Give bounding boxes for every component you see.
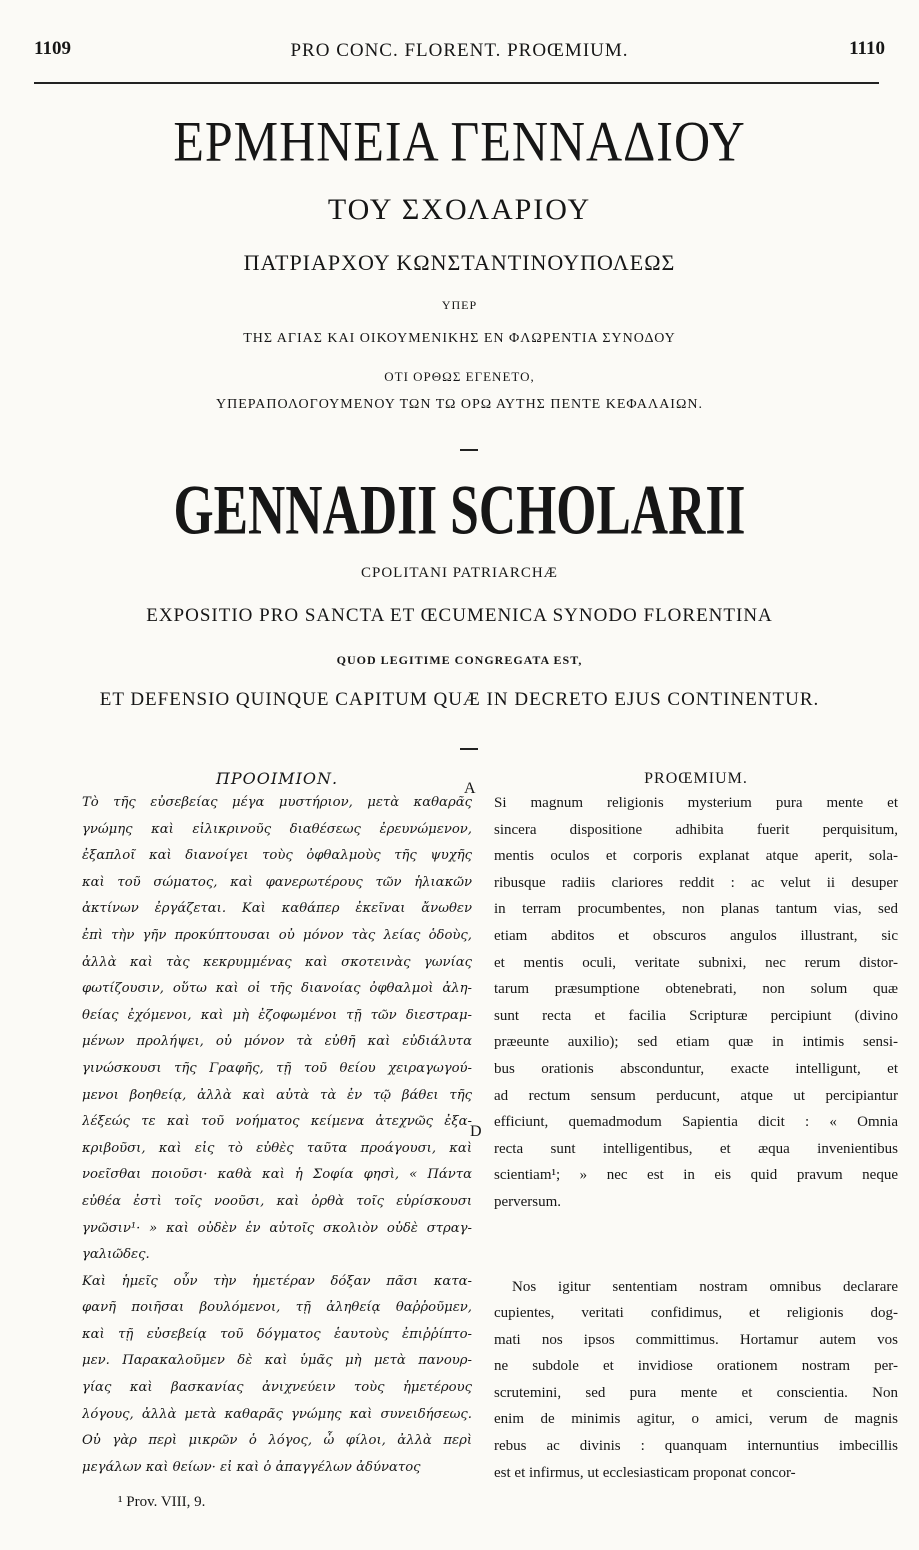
latin-text-line: perversum.: [494, 1193, 562, 1210]
latin-text-line: sunt recta et facilia Scripturæ percipiunt (divino: [494, 1007, 898, 1024]
greek-text-line: μένων προλήψει, οὐ μόνον τὰ εὐθῆ καὶ εὐδιάλυτα: [82, 1034, 472, 1050]
latin-text-line: scientiam¹; » nec est in eis quid pravum neque: [494, 1167, 898, 1184]
latin-text-line: bus orationis absconduntur, exacte intelligunt, et: [494, 1060, 898, 1077]
greek-paragraph-1: [82, 790, 472, 1269]
latin-paragraph-1: [494, 790, 898, 1216]
latin-paragraph-2: [494, 1274, 898, 1487]
greek-text-line: θείας ἐχόμενοι, καὶ μὴ ἐζοφωμένοι τῇ τῶν διεστραμ-: [82, 1007, 472, 1023]
latin-column: [494, 768, 898, 1486]
greek-text-line: γαλιῶδες.: [82, 1247, 150, 1263]
latin-heading: PROŒMIUM.: [644, 770, 748, 787]
latin-title-line3: EXPOSITIO PRO SANCTA ET ŒCUMENICA SYNODO FLORENTINA: [146, 605, 773, 626]
greek-text-line: ἐξαπλοῖ καὶ διανοίγει τοὺς ὀφθαλμοὺς τῆς ψυχῆς: [82, 848, 472, 864]
greek-text-line: φανῆ ποιῆσαι βουλόμενοι, τῇ ἀληθείᾳ θαῤῥοῦμεν,: [82, 1300, 472, 1316]
latin-text-line: Si magnum religionis mysterium pura mente et: [494, 795, 898, 811]
greek-title-line7: ΥΠΕΡΑΠΟΛΟΓΟΥΜΕΝΟΥ ΤΩΝ ΤΩ ΟΡΩ ΑΥΤΗΣ ΠΕΝΤΕ ΚΕΦΑΛΑΙΩΝ.: [216, 397, 703, 412]
greek-text-line: γνώμης καὶ εἰλικρινοῦς διαθέσεως ἐρευνώμενον,: [82, 821, 472, 837]
greek-text-line: κριβοῦσι, καὶ εἰς τὸ εὐθὲς ταῦτα προάγουσι, καὶ: [82, 1140, 472, 1156]
footnote: ¹ Prov. VIII, 9.: [118, 1494, 206, 1510]
greek-text-line: καὶ τοῦ σώματος, καὶ φανερωτέρους τῶν ἡλιακῶν: [82, 874, 472, 890]
latin-text-line: mati nos ipsos committimus. Hortamur autem vos: [494, 1331, 898, 1348]
greek-text-line: ἐπὶ τὴν γῆν προκύπτουσαι οὐ μόνον τὰς λείας ὁδοὺς,: [82, 927, 472, 943]
latin-text-line: est et infirmus, ut ecclesiasticam proponat concor-: [494, 1464, 796, 1481]
latin-text-line: tarum præsumptione obtenebrati, non solum quæ: [494, 981, 898, 998]
page-number-right: 1110: [849, 38, 885, 59]
latin-text-line: recta sunt intelligentibus, et æqua invenientibus: [494, 1140, 898, 1157]
latin-text-line: et mentis oculi, veritate subnixi, nec rerum distor-: [494, 954, 898, 971]
margin-letter-d: D: [470, 1123, 482, 1140]
greek-text-line: γινώσκουσι τῆς Γραφῆς, τῇ τοῦ θείου χειραγωγού-: [82, 1060, 472, 1076]
greek-text-line: Οὐ γὰρ περὶ μικρῶν ὁ λόγος, ὦ φίλοι, ἀλλὰ περὶ: [82, 1433, 472, 1449]
running-head: [34, 38, 885, 68]
greek-title-line6: ΟΤΙ ΟΡΘΩΣ ΕΓΕΝΕΤΟ,: [384, 369, 535, 384]
greek-title-line3: ΠΑΤΡΙΑΡΧΟΥ ΚΩΝΣΤΑΝΤΙΝΟΥΠΟΛΕΩΣ: [243, 250, 676, 275]
greek-text-line: νοεῖσθαι ποιοῦσι· καθὰ καὶ ἡ Σοφία φησὶ, « Πάντα: [82, 1167, 472, 1183]
latin-text-line: in terram procumbentes, non planas tantum vias, sed: [494, 901, 898, 918]
latin-text-line: ne subdole et invidiose orationem nostram per-: [494, 1358, 898, 1375]
latin-text-line: enim de minimis agitur, o amici, verum de magnis: [494, 1411, 898, 1428]
latin-title-line4: QUOD LEGITIME CONGREGATA EST,: [336, 653, 583, 667]
page-number-left: 1109: [34, 38, 71, 59]
title-separator: [460, 449, 478, 451]
greek-text-line: ἀλλὰ καὶ τὰς κεκρυμμένας καὶ σκοτεινὰς γωνίας: [82, 954, 472, 970]
greek-title-line2: ΤΟΥ ΣΧΟΛΑΡΙΟΥ: [327, 193, 592, 226]
latin-text-line: mentis oculos et corporis explanat atque aperit, sola-: [494, 848, 898, 865]
greek-text-line: μεν. Παρακαλοῦμεν δὲ καὶ ὑμᾶς μὴ μετὰ πανουρ-: [82, 1353, 472, 1369]
greek-text-line: ἀκτίνων ἐργάζεται. Καὶ καθάπερ ἐκεῖναι ἄνωθεν: [82, 901, 472, 917]
latin-text-line: ad rectum sensum perducunt, atque ut percipiantur: [494, 1087, 898, 1104]
greek-text-line: μενοι βοηθείᾳ, ἀλλὰ καὶ αὐτὰ τὰ ἐν τῷ βάθει τῆς: [82, 1087, 472, 1103]
latin-text-line: cupientes, veritati confidimus, et religionis dog-: [494, 1305, 898, 1322]
latin-text-line: scrutemini, sed pura mente et conscientia. Non: [494, 1384, 898, 1401]
greek-text-line: λόγους, ἀλλὰ μετὰ καθαρᾶς γνώμης καὶ συνειδήσεως.: [82, 1406, 472, 1422]
running-title: PRO CONC. FLORENT. PROŒMIUM.: [290, 40, 629, 61]
section-separator: [460, 748, 478, 750]
greek-text-line: γνῶσιν¹· » καὶ οὐδὲν ἐν αὐτοῖς σκολιὸν οὐδὲ στραγ-: [82, 1220, 472, 1236]
latin-title-main: GENNADII SCHOLARII: [173, 471, 746, 550]
greek-text-line: εὐθέα ἐστὶ τοῖς νοοῦσι, καὶ ὀρθὰ τοῖς εὑρίσκουσι: [82, 1193, 472, 1209]
greek-heading: ΠΡΟΟΙΜΙΟΝ.: [215, 769, 339, 788]
latin-text-line: Nos igitur sententiam nostram omnibus declarare: [512, 1278, 898, 1295]
greek-text-line: Καὶ ἡμεῖς οὖν τὴν ἡμετέραν δόξαν πᾶσι κατα-: [82, 1273, 472, 1289]
latin-title-line5: ET DEFENSIO QUINQUE CAPITUM QUÆ IN DECRETO EJUS CONTINENTUR.: [99, 689, 820, 710]
latin-text-line: rebus ac divinis : quanquam internuntius imbecillis: [494, 1438, 898, 1455]
greek-text-line: Τὸ τῆς εὐσεβείας μέγα μυστήριον, μετὰ καθαρᾶς: [82, 795, 472, 810]
greek-title-line4: ΥΠΕΡ: [441, 298, 478, 312]
latin-title-line2: CPOLITANI PATRIARCHÆ: [360, 565, 559, 581]
latin-text-line: efficiunt, quemadmodum Sapientia dicit : « Omnia: [494, 1114, 898, 1131]
greek-title-main: ΕΡΜΗΝΕΙΑ ΓΕΝΝΑΔΙΟΥ: [173, 108, 746, 174]
margin-letter-a: A: [464, 780, 476, 797]
latin-text-line: ribusque radiis clariores reddit : ac velut ii desuper: [494, 874, 898, 891]
greek-column: [82, 768, 472, 1481]
greek-paragraph-2: [82, 1269, 472, 1482]
greek-text-line: μεγάλων καὶ θείων· εἰ καὶ ὁ ἀπαγγέλων ἀδύνατος: [82, 1459, 421, 1475]
greek-text-line: λέξεώς τε καὶ τοῦ νοήματος κείμενα ἀτεχνῶς ἐξα-: [82, 1114, 472, 1130]
latin-text-line: sincera dispositione adhibita fuerit perquisitum,: [494, 821, 898, 838]
greek-text-line: γίας καὶ βασκανίας ἀνιχνεύειν τοὺς ἡμετέρους: [82, 1380, 472, 1396]
header-rule: [34, 82, 879, 84]
latin-text-line: præeunte auxilio); sed etiam quæ in intimis sensi-: [494, 1034, 898, 1051]
latin-text-line: etiam abditos et obscuros angulos illustrant, sic: [494, 927, 898, 944]
greek-text-line: φωτίζουσιν, οὕτω καὶ οἱ τῆς διανοίας ὀφθαλμοὶ ἀλη-: [82, 981, 472, 997]
greek-title-line5: ΤΗΣ ΑΓΙΑΣ ΚΑΙ ΟΙΚΟΥΜΕΝΙΚΗΣ ΕΝ ΦΛΩΡΕΝΤΙΑ ΣΥΝΟΔΟΥ: [243, 331, 676, 346]
greek-text-line: καὶ τῇ εὐσεβείᾳ τοῦ δόγματος ἑαυτοὺς ἐπιῤῥίπτο-: [82, 1326, 472, 1342]
